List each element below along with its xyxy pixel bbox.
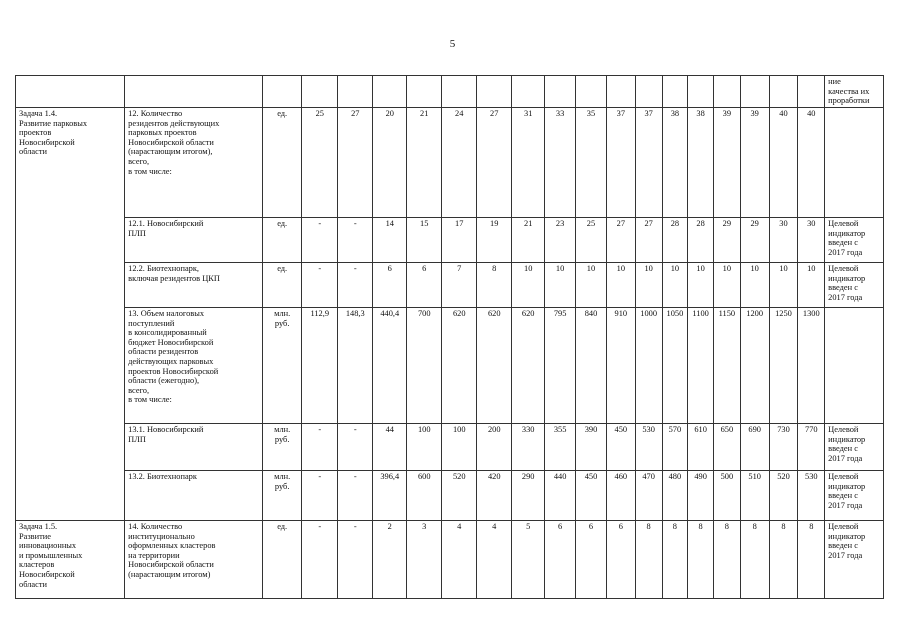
note-cell-line: проработки [828,96,870,106]
value-cell: 37 [606,108,635,218]
value-cell: 100 [407,424,442,471]
note-cell-line: индикатор [828,273,866,283]
empty-cell [545,76,576,108]
value-cell: 14 [373,218,407,263]
value-cell: 6 [606,521,635,599]
indicator-cell [125,218,263,263]
empty-cell [798,76,825,108]
note-cell-line: индикатор [828,531,866,541]
indicator-cell-line: поступлений [128,318,175,328]
value-cell: 8 [662,521,688,599]
note-cell-line: введен с [828,283,858,293]
value-cell: 27 [635,218,662,263]
value-cell: - [338,263,373,308]
table-row [16,108,884,218]
value-cell: 795 [545,308,576,424]
value-cell: 620 [442,308,477,424]
value-cell: 10 [545,263,576,308]
value-cell: 450 [576,471,607,521]
indicator-cell-line: 12. Количество [128,109,183,118]
indicator-cell-line: (нарастающим итогом) [128,569,211,579]
empty-cell [16,76,125,108]
note-cell-line: введен с [828,444,858,454]
value-cell: 730 [769,424,798,471]
value-cell: 355 [545,424,576,471]
value-cell: 30 [798,218,825,263]
note-cell [825,108,884,218]
indicators-table [15,75,884,599]
value-cell: - [302,471,338,521]
table-row [16,424,884,471]
indicator-cell-line: парковых проектов [128,128,197,138]
unit-cell [263,308,302,424]
task-cell-line: кластеров [19,560,55,570]
indicator-cell [125,108,263,218]
value-cell: 24 [442,108,477,218]
unit-cell-line: руб. [274,318,290,328]
note-cell-line: 2017 года [828,453,863,463]
indicator-cell-line: 13.1. Новосибирский [128,425,204,434]
value-cell: 28 [662,218,688,263]
value-cell: 8 [477,263,512,308]
empty-cell [688,76,714,108]
value-cell: 21 [407,108,442,218]
value-cell: 480 [662,471,688,521]
indicator-cell-line: в том числе: [128,395,172,405]
indicator-cell [125,521,263,599]
value-cell: 19 [477,218,512,263]
indicator-cell-line: институционально [128,531,195,541]
value-cell: 23 [545,218,576,263]
table-row [16,308,884,424]
value-cell: 6 [373,263,407,308]
note-cell-line: введен с [828,238,858,248]
empty-cell [373,76,407,108]
value-cell: 100 [442,424,477,471]
note-cell-line: введен с [828,541,858,551]
value-cell: 28 [688,218,714,263]
empty-cell [125,76,263,108]
note-cell-line: Целевой [828,219,859,228]
value-cell: 10 [606,263,635,308]
task-cell-line: Развитие [19,531,51,541]
indicator-cell-line: в консолидированный [128,328,207,338]
task-cell-line: проектов [19,128,52,138]
value-cell: - [302,263,338,308]
value-cell: 10 [688,263,714,308]
value-cell: 840 [576,308,607,424]
value-cell: 910 [606,308,635,424]
value-cell: - [302,424,338,471]
table-row [16,521,884,599]
value-cell: - [338,424,373,471]
table-row [16,263,884,308]
task-cell-line: Задача 1.4. [19,109,58,118]
note-cell-line: качества их [828,86,870,96]
value-cell: 396,4 [373,471,407,521]
value-cell: 450 [606,424,635,471]
empty-cell [740,76,769,108]
value-cell: 6 [545,521,576,599]
note-cell-line: Целевой [828,425,859,434]
indicator-cell-line: 14. Количество [128,522,183,531]
unit-cell-line: млн. [274,425,291,434]
value-cell: 8 [740,521,769,599]
value-cell: 148,3 [338,308,373,424]
unit-cell-line: млн. [274,472,291,481]
value-cell: 4 [442,521,477,599]
indicator-cell [125,263,263,308]
value-cell: 620 [512,308,545,424]
indicator-cell-line: оформленных кластеров [128,541,216,551]
value-cell: 650 [713,424,740,471]
unit-cell-line: ед. [277,109,288,118]
indicator-cell-line: всего, [128,156,150,166]
value-cell: 8 [635,521,662,599]
value-cell: 10 [662,263,688,308]
empty-cell [477,76,512,108]
indicator-cell [125,308,263,424]
task-cell [16,521,125,599]
value-cell: 39 [713,108,740,218]
note-cell-line: 2017 года [828,550,863,560]
unit-cell-line: ед. [277,219,288,228]
indicator-cell-line: ПЛП [128,434,146,444]
table-row [16,471,884,521]
indicator-cell-line: Новосибирской области [128,560,214,570]
note-cell [825,308,884,424]
value-cell: 600 [407,471,442,521]
empty-cell [576,76,607,108]
empty-cell [442,76,477,108]
indicator-cell-line: включая резидентов ЦКП [128,273,220,283]
task-cell-line: Развитие парковых [19,118,88,128]
value-cell: 112,9 [302,308,338,424]
value-cell: 510 [740,471,769,521]
indicator-cell-line: 12.2. Биотехнопарк, [128,264,200,273]
value-cell: 290 [512,471,545,521]
value-cell: 27 [606,218,635,263]
empty-cell [512,76,545,108]
value-cell: 1100 [688,308,714,424]
value-cell: - [302,218,338,263]
value-cell: 38 [662,108,688,218]
value-cell: 1050 [662,308,688,424]
value-cell: 490 [688,471,714,521]
value-cell: 20 [373,108,407,218]
indicator-cell-line: 13. Объем налоговых [128,309,205,318]
unit-cell-line: руб. [274,434,290,444]
value-cell: 520 [769,471,798,521]
note-cell-line: Целевой [828,264,859,273]
empty-cell [635,76,662,108]
indicator-cell-line: Новосибирской области [128,137,214,147]
note-cell-line: Целевой [828,522,859,531]
value-cell: 31 [512,108,545,218]
value-cell: 3 [407,521,442,599]
empty-cell [302,76,338,108]
unit-cell-line: млн. [274,309,291,318]
value-cell: 420 [477,471,512,521]
task-cell-line: Задача 1.5. [19,522,58,531]
unit-cell-line: руб. [274,481,290,491]
value-cell: 35 [576,108,607,218]
value-cell: 8 [798,521,825,599]
indicator-cell-line: ПЛП [128,228,146,238]
task-cell-line: области [19,147,47,157]
continuation-row [16,76,884,108]
task-cell-line: и промышленных [19,550,83,560]
value-cell: 8 [688,521,714,599]
value-cell: 690 [740,424,769,471]
value-cell: 25 [302,108,338,218]
value-cell: 17 [442,218,477,263]
value-cell: 21 [512,218,545,263]
value-cell: 27 [477,108,512,218]
note-cell-line: индикатор [828,228,866,238]
note-cell-line: введен с [828,491,858,501]
value-cell: 440,4 [373,308,407,424]
indicator-cell-line: (нарастающим итогом), [128,147,213,157]
value-cell: 620 [477,308,512,424]
value-cell: 40 [798,108,825,218]
unit-cell [263,263,302,308]
unit-cell [263,218,302,263]
unit-cell-line: ед. [277,264,288,273]
value-cell: 25 [576,218,607,263]
note-cell [825,76,884,108]
empty-cell [338,76,373,108]
table-row [16,218,884,263]
unit-cell [263,424,302,471]
unit-cell [263,471,302,521]
value-cell: 440 [545,471,576,521]
value-cell: 33 [545,108,576,218]
value-cell: 1150 [713,308,740,424]
value-cell: 40 [769,108,798,218]
value-cell: - [338,521,373,599]
value-cell: 10 [576,263,607,308]
unit-cell [263,108,302,218]
empty-cell [769,76,798,108]
value-cell: 520 [442,471,477,521]
value-cell: 1250 [769,308,798,424]
task-cell-line: инновационных [19,541,77,551]
value-cell: 15 [407,218,442,263]
value-cell: 6 [576,521,607,599]
indicator-cell [125,424,263,471]
note-cell [825,521,884,599]
value-cell: 10 [713,263,740,308]
indicator-cell-line: области (ежегодно), [128,376,200,386]
note-cell [825,471,884,521]
indicator-cell [125,471,263,521]
empty-cell [263,76,302,108]
indicator-cell-line: бюджет Новосибирской [128,337,214,347]
value-cell: 29 [740,218,769,263]
value-cell: 530 [798,471,825,521]
value-cell: 8 [769,521,798,599]
value-cell: 1300 [798,308,825,424]
task-cell-line: области [19,579,47,589]
indicator-cell-line: резидентов действующих [128,118,220,128]
value-cell: 1200 [740,308,769,424]
value-cell: 1000 [635,308,662,424]
value-cell: 5 [512,521,545,599]
value-cell: 390 [576,424,607,471]
value-cell: 44 [373,424,407,471]
empty-cell [713,76,740,108]
note-cell [825,218,884,263]
value-cell: 38 [688,108,714,218]
indicator-cell-line: 12.1. Новосибирский [128,219,204,228]
unit-cell-line: ед. [277,522,288,531]
value-cell: 330 [512,424,545,471]
value-cell: 7 [442,263,477,308]
empty-cell [407,76,442,108]
value-cell: 10 [635,263,662,308]
indicator-cell-line: действующих парковых [128,356,214,366]
note-cell-line: индикатор [828,434,866,444]
value-cell: 27 [338,108,373,218]
value-cell: 770 [798,424,825,471]
empty-cell [662,76,688,108]
value-cell: 6 [407,263,442,308]
value-cell: 10 [798,263,825,308]
value-cell: 470 [635,471,662,521]
value-cell: 2 [373,521,407,599]
note-cell-line: 2017 года [828,292,863,302]
unit-cell [263,521,302,599]
task-cell-line: Новосибирской [19,569,75,579]
value-cell: - [302,521,338,599]
value-cell: 460 [606,471,635,521]
value-cell: 30 [769,218,798,263]
note-cell [825,263,884,308]
task-cell-line: Новосибирской [19,137,75,147]
indicator-cell-line: на территории [128,550,180,560]
value-cell: 610 [688,424,714,471]
value-cell: 200 [477,424,512,471]
task-cell [16,108,125,521]
value-cell: 4 [477,521,512,599]
page-number: 5 [449,38,456,50]
value-cell: 10 [740,263,769,308]
value-cell: 37 [635,108,662,218]
note-cell-line: Целевой [828,472,859,481]
note-cell-line: индикатор [828,481,866,491]
note-cell-line: 2017 года [828,247,863,257]
value-cell: 10 [769,263,798,308]
value-cell: 8 [713,521,740,599]
value-cell: 530 [635,424,662,471]
value-cell: 10 [512,263,545,308]
indicator-cell-line: 13.2. Биотехнопарк [128,472,197,481]
value-cell: - [338,471,373,521]
indicator-cell-line: области резидентов [128,347,199,357]
note-cell-line: 2017 года [828,500,863,510]
indicator-cell-line: проектов Новосибирской [128,366,219,376]
empty-cell [606,76,635,108]
value-cell: 39 [740,108,769,218]
note-cell-line: ние [828,77,841,86]
value-cell: 500 [713,471,740,521]
indicator-cell-line: в том числе: [128,166,172,176]
value-cell: - [338,218,373,263]
note-cell [825,424,884,471]
value-cell: 570 [662,424,688,471]
value-cell: 700 [407,308,442,424]
value-cell: 29 [713,218,740,263]
indicator-cell-line: всего, [128,385,150,395]
